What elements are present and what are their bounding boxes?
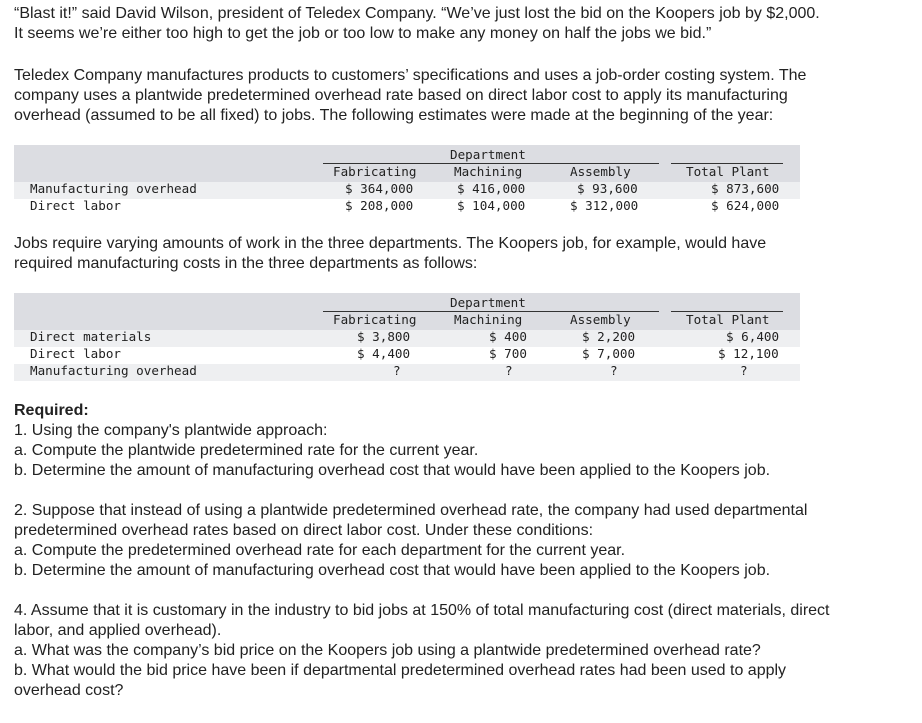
unknown-value-cell: ? [740,363,748,378]
text-line: Jobs require varying amounts of work in the three departments. The Koopers job, for example, would have [14,235,767,252]
middle-paragraph [14,234,914,274]
value-cell: $ 700 [489,346,527,361]
value-cell: $ 3,800 [357,329,411,344]
value-cell: $ 6,400 [726,329,780,344]
value-cell: $ 208,000 [345,198,414,213]
text-line: b. Determine the amount of manufacturing overhead cost that would have been applied to the Koopers job. [14,562,771,579]
text-line: 2. Suppose that instead of using a plantwide predetermined overhead rate, the company had used departmental [14,502,808,519]
estimates-table [14,145,800,217]
text-line: overhead cost? [14,682,124,699]
value-cell: $ 400 [489,329,527,344]
background-paragraph [14,66,914,126]
value-cell: $ 2,200 [582,329,636,344]
row-label-direct-labor: Direct labor [30,198,121,213]
group-header-department: Department [450,147,526,162]
value-cell: $ 7,000 [582,346,636,361]
text-line: 1. Using the company's plantwide approach: [14,422,328,439]
col-header-total-plant: Total Plant [686,164,770,179]
text-line: b. What would the bid price have been if departmental predetermined overhead rates had been used to apply [14,662,787,679]
text-line: “Blast it!” said David Wilson, president of Teledex Company. “We’ve just lost the bid on the Koopers job by $2,000. [14,5,820,22]
required-part-2 [14,501,914,581]
row-label-manufacturing-overhead: Manufacturing overhead [30,181,197,196]
required-section [14,401,914,481]
text-line: predetermined overhead rates based on direct labor cost. Under these conditions: [14,522,594,539]
col-header-assembly: Assembly [570,164,631,179]
text-line: a. Compute the plantwide predetermined rate for the current year. [14,442,479,459]
col-header-fabricating: Fabricating [333,164,417,179]
row-label-direct-materials: Direct materials [30,329,152,344]
col-header-machining: Machining [454,164,523,179]
col-header-machining: Machining [454,312,523,327]
text-line: labor, and applied overhead). [14,622,222,639]
required-part-4 [14,601,920,701]
value-cell: $ 12,100 [718,346,779,361]
text-line: a. What was the company’s bid price on the Koopers job using a plantwide predetermined overhead rate? [14,642,761,659]
col-header-total-plant: Total Plant [686,312,770,327]
required-heading: Required: [14,402,89,419]
text-line: Teledex Company manufactures products to customers’ specifications and uses a job-order costing system. The [14,67,807,84]
text-line: a. Compute the predetermined overhead rate for each department for the current year. [14,542,626,559]
value-cell: $ 624,000 [711,198,780,213]
text-line: b. Determine the amount of manufacturing overhead cost that would have been applied to the Koopers job. [14,462,771,479]
value-cell: $ 4,400 [357,346,411,361]
value-cell: $ 93,600 [577,181,638,196]
group-header-department: Department [450,295,526,310]
value-cell: $ 416,000 [457,181,526,196]
value-cell: $ 104,000 [457,198,526,213]
col-header-assembly: Assembly [570,312,631,327]
unknown-value-cell: ? [505,363,513,378]
unknown-value-cell: ? [610,363,618,378]
text-line: company uses a plantwide predetermined overhead rate based on direct labor cost to apply its manufacturing [14,87,788,104]
text-line: overhead (assumed to be all fixed) to jobs. The following estimates were made at the beginning of the year: [14,107,774,124]
intro-paragraph [14,4,914,44]
col-header-fabricating: Fabricating [333,312,417,327]
row-label-manufacturing-overhead: Manufacturing overhead [30,363,197,378]
text-line: 4. Assume that it is customary in the industry to bid jobs at 150% of total manufacturing cost (direct materials, direct [14,602,830,619]
value-cell: $ 312,000 [570,198,639,213]
row-label-direct-labor: Direct labor [30,346,121,361]
text-line: required manufacturing costs in the three departments as follows: [14,255,478,272]
text-line: It seems we’re either too high to get the job or too low to make any money on half the jobs we bid.” [14,25,712,42]
koopers-job-table [14,293,800,383]
value-cell: $ 873,600 [711,181,780,196]
unknown-value-cell: ? [393,363,401,378]
value-cell: $ 364,000 [345,181,414,196]
